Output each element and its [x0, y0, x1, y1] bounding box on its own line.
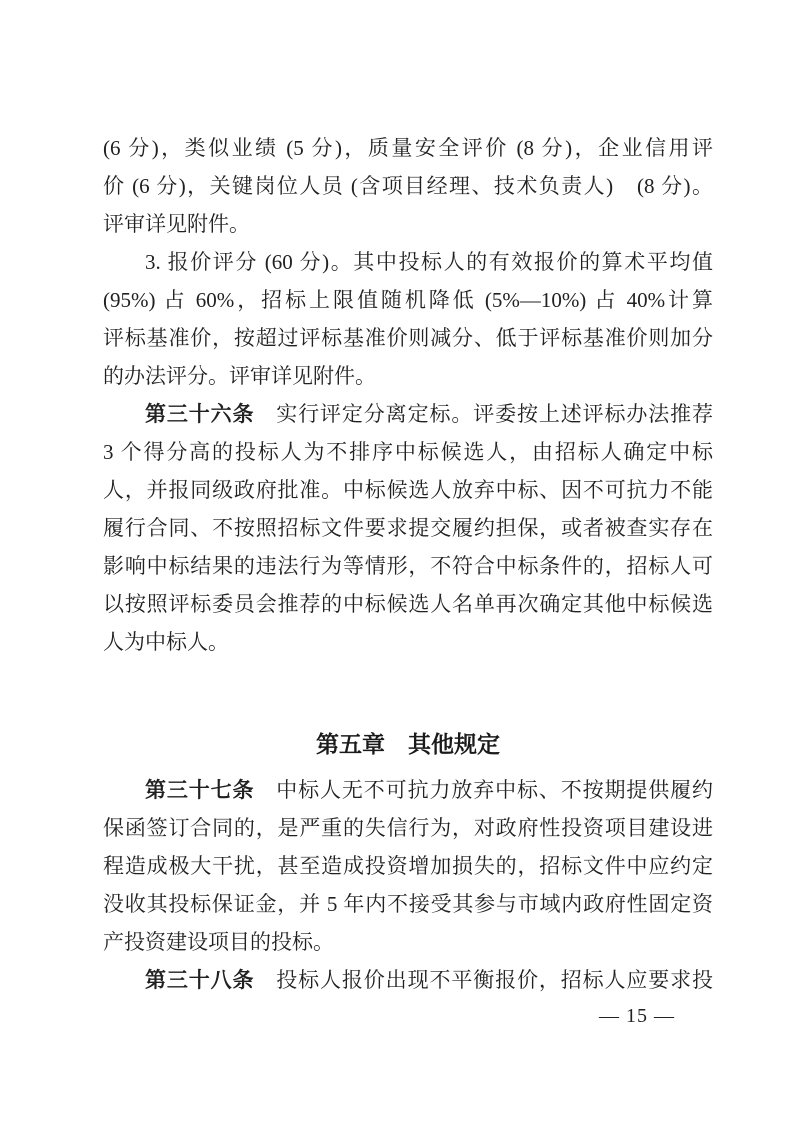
text-segment: 3. 报价评分 (60 分)。其中投标人的有效报价的算术平均值 [145, 250, 713, 274]
text-line [103, 923, 713, 961]
paragraph [103, 961, 713, 999]
text-segment: 3 个得分高的投标人为不排序中标候选人，由招标人确定中标 [103, 440, 713, 464]
text-line [103, 281, 713, 319]
document-body [103, 129, 713, 999]
text-line [103, 847, 713, 885]
text-segment: 人为中标人。 [103, 630, 229, 654]
text-line [103, 961, 713, 999]
text-segment: (6 分)，类似业绩 (5 分)，质量安全评价 (8 分)，企业信用评 [103, 136, 713, 160]
text-line [103, 771, 713, 809]
text-line [103, 243, 713, 281]
text-segment: 以按照评标委员会推荐的中标候选人名单再次确定其他中标候选 [103, 592, 713, 616]
text-segment: 评审详见附件。 [103, 212, 250, 236]
text-segment: 履行合同、不按照招标文件要求提交履约担保，或者被查实存在 [103, 516, 713, 540]
text-segment: 的办法评分。评审详见附件。 [103, 364, 376, 388]
text-line [103, 129, 713, 167]
text-line [103, 885, 713, 923]
text-segment: 评标基准价，按超过评标基准价则减分、低于评标基准价则加分 [103, 326, 713, 350]
text-line [103, 395, 713, 433]
text-segment: 程造成极大干扰，甚至造成投资增加损失的，招标文件中应约定 [103, 854, 713, 878]
article-number-lead: 第三十七条 [145, 778, 255, 802]
article-number-lead: 第三十六条 [145, 402, 255, 426]
paragraph [103, 395, 713, 661]
page-number: — 15 — [599, 1005, 675, 1027]
text-line [103, 547, 713, 585]
text-line [103, 167, 713, 205]
text-segment: 中标人无不可抗力放弃中标、不按期提供履约 [254, 778, 713, 802]
article-number-lead: 第三十八条 [145, 968, 255, 992]
text-line [103, 433, 713, 471]
text-segment: 产投资建设项目的投标。 [103, 930, 334, 954]
text-segment: 没收其投标保证金，并 5 年内不接受其参与市域内政府性固定资 [103, 892, 713, 916]
text-line [103, 357, 713, 395]
text-line [103, 585, 713, 623]
paragraph [103, 243, 713, 395]
text-line [103, 319, 713, 357]
chapter-heading: 第五章 其他规定 [316, 731, 500, 757]
paragraph [103, 129, 713, 243]
text-segment: 价 (6 分)，关键岗位人员 (含项目经理、技术负责人) (8 分)。 [103, 174, 713, 198]
text-segment: 实行评定分离定标。评委按上述评标办法推荐 [254, 402, 713, 426]
text-segment: 影响中标结果的违法行为等情形，不符合中标条件的，招标人可 [103, 554, 713, 578]
text-line [103, 509, 713, 547]
text-segment: 保函签订合同的，是严重的失信行为，对政府性投资项目建设进 [103, 816, 713, 840]
text-line [103, 471, 713, 509]
text-segment: (95%) 占 60%，招标上限值随机降低 (5%—10%) 占 40%计算 [103, 288, 713, 312]
text-line [103, 809, 713, 847]
text-line [103, 623, 713, 661]
paragraph [103, 771, 713, 961]
text-line [103, 205, 713, 243]
text-segment: 投标人报价出现不平衡报价，招标人应要求投 [254, 968, 713, 992]
text-segment: 人，并报同级政府批准。中标候选人放弃中标、因不可抗力不能 [103, 478, 713, 502]
